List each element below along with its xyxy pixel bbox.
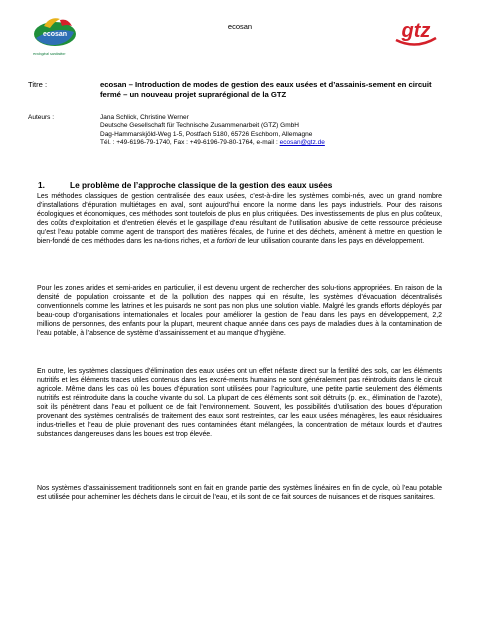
title-lead: ecosan (100, 80, 127, 89)
gtz-logo-text: gtz (401, 20, 431, 42)
authors-address: Dag-Hammarskjöld-Weg 1-5, Postfach 5180, 65726 Eschborn, Allemagne (100, 130, 313, 138)
ecosan-logo-caption: ecological sanitation (33, 52, 66, 56)
authors-contact-line (100, 139, 440, 147)
title-label: Titre : (28, 80, 48, 89)
paragraph-3: En outre, les systèmes classiques d’élimination des eaux usées ont un effet néfaste direct sur la fertilité des sols, car les éléments nutritifs et les éléments traces utiles contenus dans les excré-ments humains ne sont généralement pas réintroduits dans le circuit agricole. Même dans les cas où les boues d’épuration sont utilisées pour l’agriculture, une petite partie seulement des éléments nutritifs est réintroduite dans la couche vivante du sol. La plupart de ces éléments sont soit détruits (p. ex., élimination de l’azote), soit ils pénètrent dans l’eau et polluent ce de fait l’environnement. Souvent, les possibilités d’utilisation des boues d’épuration provenant des systèmes centralisés de traitement des eaux sont restreintes, car les eaux usées ménagères, les eaux résiduaires indus-trielles et l’eau de pluie provenant des rues contaminées étant mélangées, la concentration de métaux lourds et d’autres substances dangereuses dans les boues est trop élevée. (37, 368, 442, 439)
section-number: 1. (38, 180, 45, 190)
gtz-logo (392, 16, 440, 48)
paragraph-1-part2: de leur utilisation courante dans les pays en développement. (236, 238, 425, 246)
paragraph-1-emphasis: a fortiori (210, 238, 236, 246)
paragraph-2: Pour les zones arides et semi-arides en particulier, il est devenu urgent de rechercher des solu-tions appropriées. En raison de la densité de population croissante et de la pollution des nappes qui en résulte, les systèmes d’évacuation décentralisés conventionnels comme les latrines et les puisards ne sont pas non plus une solution viable. Malgré les grands efforts déployés par beau-coup d’organisations internationales et locales pour améliorer la gestion de l’eau dans les pays en développement, 2,2 millions de personnes, des enfants pour la plupart, meurent chaque année dans ces pays de maladies dues à la contamination de l’eau potable, à l’absence de système d’assainissement et au manque d’hygiène. (37, 285, 442, 338)
document-title (100, 80, 440, 100)
paragraph-1 (37, 192, 442, 246)
authors-names: Jana Schlick, Christine Werner (100, 114, 189, 121)
header-title: ecosan (227, 22, 253, 31)
paragraph-4: Nos systèmes d’assainissement traditionnels sont en fait en grande partie des systèmes linéaires en fin de cycle, où l’eau potable est utilisée pour acheminer les déchets dans le circuit de l’eau, et ils sont de ce fait sources de nuisances et de risques sanitaires. (37, 485, 442, 502)
title-rest: – Introduction de modes de gestion des eaux usées et d’assainis-sement en circuit fermé – un nouveau projet suprarégional de la GTZ (100, 80, 432, 100)
paragraph-1-part1: Les méthodes classiques de gestion centralisée des eaux usées, c’est-à-dire les systèmes combi-nés, avec un grand nombre d’installations d’épuration multiétages en aval, sont aujourd’hui encore la norme dans les pays industriels. Pour des raisons écologiques et économiques, ces méthodes sont toutefois de plus en plus critiquées. Des investissements de plus en plus coûteux, des coûts d’exploitation et d’entretien élevés et le gaspillage d’eau résultant de l’utilisation abusive de cette ressource précieuse qu’est l’eau potable comme agent de transport des matières fécales, de l’urine et des déchets, amènent à mettre en question le bien-fondé de ces méthodes dans les na-tions riches, et (37, 193, 442, 246)
authors-block (100, 114, 440, 148)
authors-contact: Tél. : +49-6196-79-1740, Fax : +49-6196-79-80-1764, e-mail : (100, 139, 280, 147)
email-link[interactable]: ecosan@gtz.de (279, 139, 325, 147)
authors-label: Auteurs : (28, 114, 55, 121)
ecosan-logo-text: ecosan (42, 31, 68, 38)
section-title: Le problème de l’approche classique de la gestion des eaux usées (70, 180, 333, 190)
authors-organization: Deutsche Gesellschaft für Technische Zusammenarbeit (GTZ) GmbH (100, 122, 299, 130)
